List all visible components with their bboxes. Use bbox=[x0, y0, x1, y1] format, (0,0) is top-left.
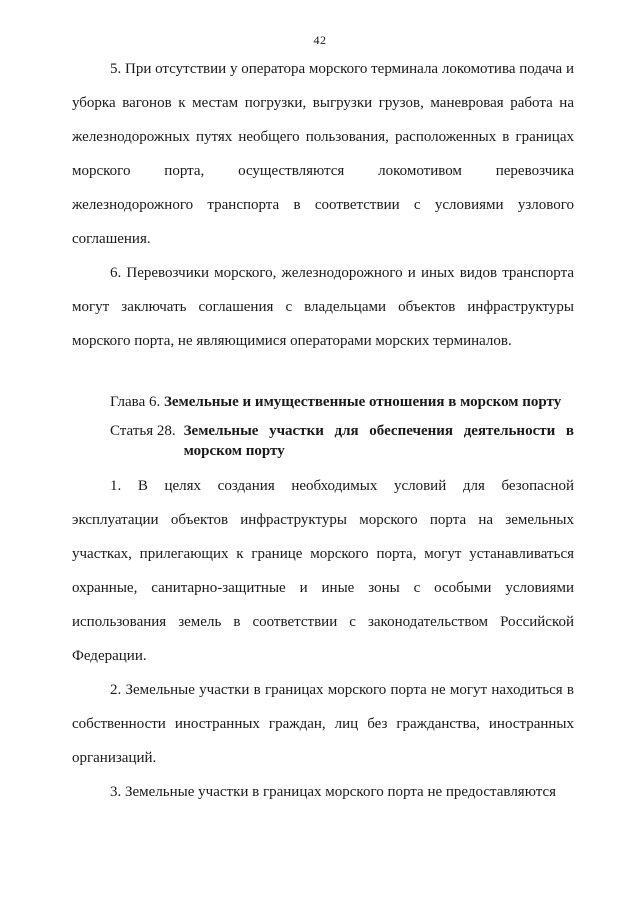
paragraph-3: 3. Земельные участки в границах морского порта не предоставляются bbox=[110, 784, 557, 800]
paragraph-1: 1. В целях создания необходимых условий для безопасной эксплуатации объектов инфраструктуры морского порта на земельных участках, прилегающих к границе морского порта, могут устанавливаться охранные, санитарно-защитные и иные зоны с особыми условиями использования земель в соответствии с законодательством Российской Федерации. bbox=[72, 478, 574, 664]
page-number: 42 bbox=[313, 33, 327, 47]
paragraph-5: 5. При отсутствии у оператора морского терминала локомотива подача и уборка вагонов к местам погрузки, выгрузки грузов, маневровая работа на железнодорожных путях необщего пользования, расположенных в границах морского порта, осуществляются локомотивом перевозчика железнодорожного транспорта в соответствии с условиями узлового соглашения. bbox=[72, 61, 574, 247]
page-content bbox=[72, 48, 574, 809]
chapter-heading bbox=[72, 392, 574, 412]
article-prefix: Статья 28. bbox=[110, 423, 176, 439]
paragraph-2: 2. Земельные участки в границах морского порта не могут находиться в собственности иностранных граждан, лиц без гражданства, иностранных организаций. bbox=[72, 682, 574, 766]
chapter-prefix: Глава 6. bbox=[110, 394, 161, 410]
chapter-title: Земельные и имущественные отношения в морском порту bbox=[163, 394, 562, 410]
article-heading bbox=[72, 421, 574, 461]
paragraph-6: 6. Перевозчики морского, железнодорожного и иных видов транспорта могут заключать соглашения с владельцами объектов инфраструктуры морского порта, не являющимися операторами морских терминалов. bbox=[72, 265, 574, 349]
article-title: Земельные участки для обеспечения деятельности в морском порту bbox=[183, 423, 574, 459]
